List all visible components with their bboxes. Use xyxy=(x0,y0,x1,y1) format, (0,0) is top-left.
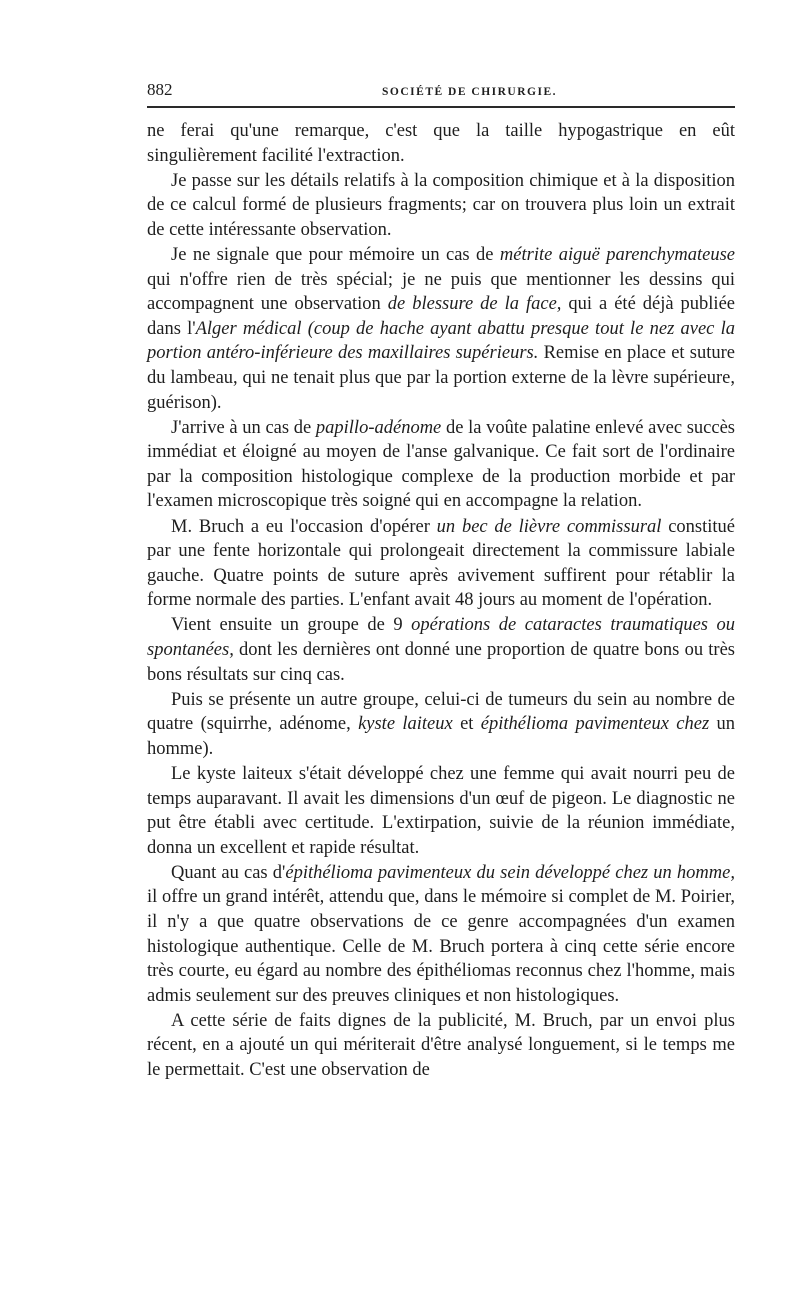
text-segment: M. Bruch a eu l'occasion d'opérer xyxy=(171,516,437,537)
text-segment: Remise en place et suture du lambeau, qui ne tenait plus que par la portion externe de la lèvre supérieure, guérison). xyxy=(147,343,735,413)
paragraph xyxy=(147,613,735,687)
paragraph xyxy=(147,861,735,1009)
text-segment: ne ferai qu'une remarque, c'est que la taille hypogastrique en eût singulièrement facilité l'extraction. xyxy=(147,121,735,166)
paragraph xyxy=(147,762,735,860)
paragraph xyxy=(147,243,735,415)
text-segment: Quant au cas d' xyxy=(171,862,286,883)
text-segment: il offre un grand intérêt, attendu que, dans le mémoire si complet de M. Poirier, il n'y a que quatre observations de ce genre accompagnées d'un examen histologique authentique. Celle de M. Bruch portera à cinq cette série encore très courte, eu égard au nombre des épithéliomas reconnus chez l'homme, mais admis seulement sur des preuves cliniques et non histologiques. xyxy=(147,887,735,1006)
italic-text: épithélioma pavimenteux chez xyxy=(480,714,710,735)
text-segment: dont les dernières ont donné une proportion de quatre bons ou très bons résultats sur cinq cas. xyxy=(147,639,735,685)
text-segment: Je passe sur les détails relatifs à la composition chimique et à la disposition de ce calcul formé de plusieurs fragments; car on trouvera plus loin un extrait de cette intéressante observation. xyxy=(147,170,735,240)
text-segment: A cette série de faits dignes de la publicité, M. Bruch, par un envoi plus récent, en a ajouté un qui mériterait d'être analysé longuement, si le temps me le permettait. C'est une observation de xyxy=(147,1010,735,1081)
text-segment: et xyxy=(452,714,481,735)
text-segment: constitué par une fente horizontale qui prolongeait directement la commissure labiale gauche. Quatre points de suture après avivement suffirent pour rétablir la forme normale des parties. L'enfant avait 48 jours au moment de l'opération. xyxy=(147,516,735,611)
italic-text: épithélioma pavimenteux du sein développé chez un homme, xyxy=(285,862,735,883)
paragraph xyxy=(147,119,735,168)
body-text xyxy=(147,119,735,1083)
text-segment: Puis se présente un autre groupe, celui-ci de tumeurs du sein au nombre de quatre (squirrhe, adénome, xyxy=(147,689,735,735)
italic-text: de blessure de la face, xyxy=(387,294,562,315)
italic-text: papillo-adénome xyxy=(315,417,442,438)
text-segment: Le kyste laiteux s'était développé chez une femme qui avait nourri peu de temps auparavant. Il avait les dimensions d'un œuf de pigeon. Le diagnostic ne put être établi avec certitude. L'extirpation, suivie de la réunion immédiate, donna un excellent et rapide résultat. xyxy=(147,763,735,858)
page-number: 882 xyxy=(147,80,173,99)
text-segment: un homme). xyxy=(147,714,736,759)
paragraph xyxy=(147,169,735,243)
paragraph xyxy=(147,416,735,514)
italic-text: métrite aiguë parenchymateuse xyxy=(499,244,735,265)
italic-text: Alger médical (coup de hache ayant abattu presque tout le nez avec la portion antéro-inférieure des maxillaires supérieurs. xyxy=(147,318,735,364)
italic-text: un bec de lièvre commissural xyxy=(436,516,662,537)
text-segment: qui n'offre rien de très spécial; je ne puis que mentionner les dessins qui accompagnent une observation xyxy=(147,269,735,315)
text-segment: J'arrive à un cas de xyxy=(171,417,316,438)
text-segment: qui a été déjà publiée dans l' xyxy=(147,294,735,339)
running-title: SOCIÉTÉ DE CHIRURGIE. xyxy=(382,86,557,98)
paragraph xyxy=(147,1009,735,1083)
page-header xyxy=(147,80,735,100)
header-rule xyxy=(147,106,735,108)
paragraph xyxy=(147,688,735,762)
paragraph xyxy=(147,515,735,613)
text-segment: de la voûte palatine enlevé avec succès immédiat et éloigné au moyen de l'anse galvanique. Ce fait sort de l'ordinaire par la composition histologique complexe de la production morbide et par l'examen microscopique très soigné qui en accompagne la relation. xyxy=(147,417,735,512)
text-segment: Vient ensuite un groupe de 9 xyxy=(171,615,412,636)
italic-text: kyste laiteux xyxy=(358,714,453,735)
text-segment: Je ne signale que pour mémoire un cas de xyxy=(171,244,500,265)
italic-text: opérations de cataractes traumatiques ou spontanées, xyxy=(147,615,735,660)
